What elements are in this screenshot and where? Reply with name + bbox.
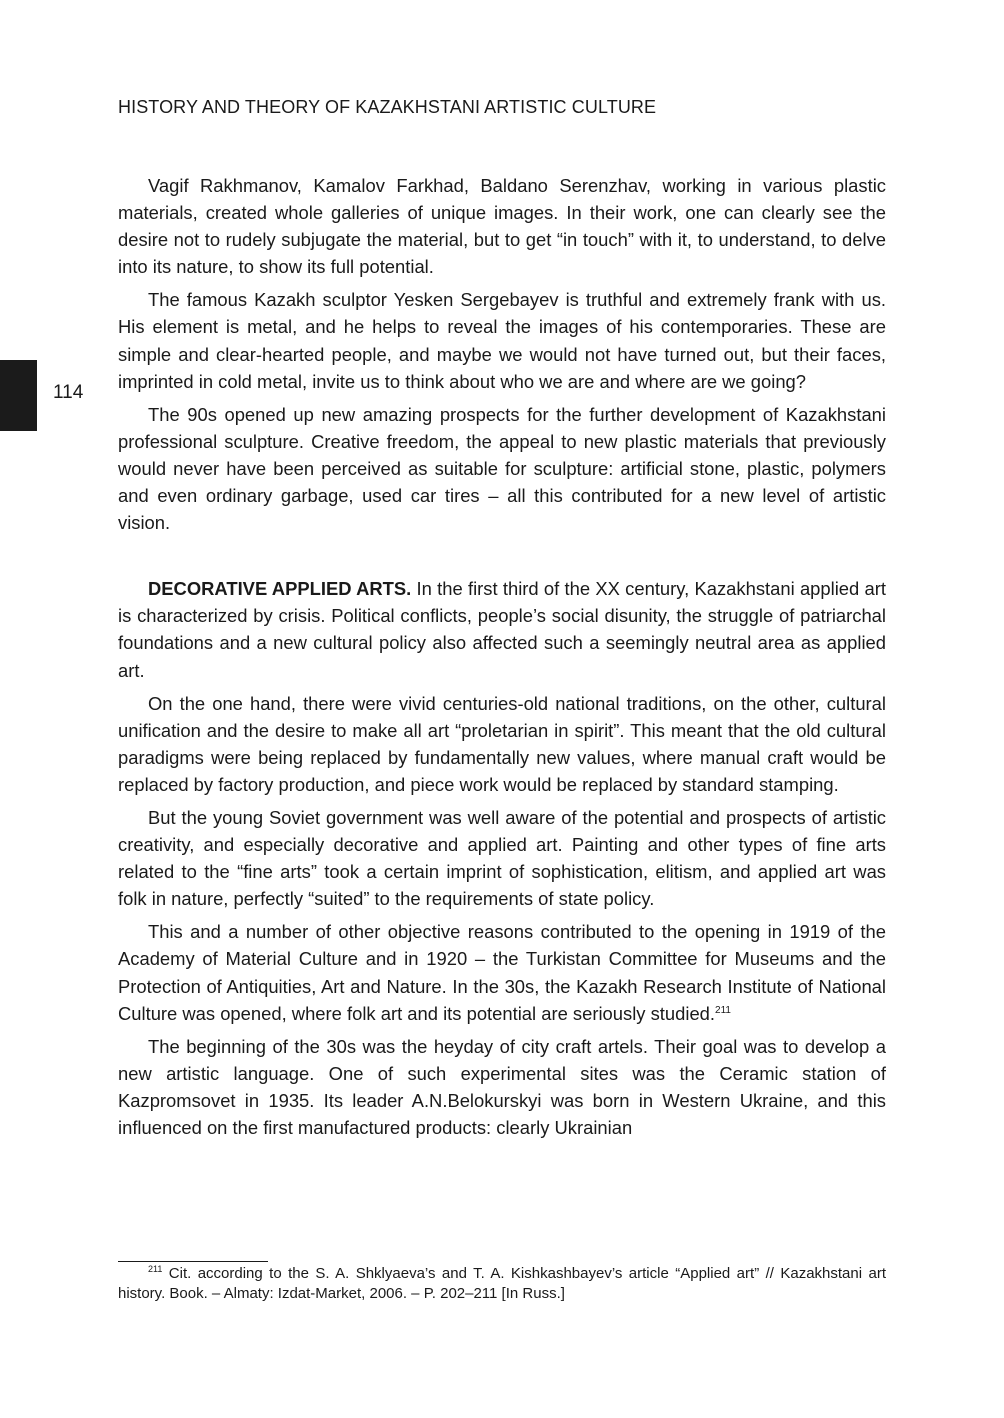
footnote-reference[interactable]: 211 <box>715 1004 731 1016</box>
paragraph: The famous Kazakh sculptor Yesken Sergebayev is truthful and extremely frank with us. His element is metal, and he helps to reveal the images of his contemporaries. These are simple and clear-hearted people, and maybe we would not have turned out, but their faces, imprinted in cold metal, invite us to think about who we are and where are we going? <box>118 289 886 392</box>
paragraph: The beginning of the 30s was the heyday of city craft artels. Their goal was to develop a new artistic language. One of such experimental sites was the Ceramic station of Kazpromsovet in 1935. Its leader A.N.Belokurskyi was born in Western Ukraine, and this influenced on the first manufactured products: clearly Ukrainian <box>118 1035 886 1138</box>
section-first-paragraph-text: In the first third of the XX century, Kazakhstani applied art is characterized by crisis. Political conflicts, people’s social disunity, the struggle of patriarchal foundations and a new cultural policy also affected such a seemingly neutral area as applied art. <box>118 578 886 681</box>
paragraph: The 90s opened up new amazing prospects for the further development of Kazakhstani professional sculpture. Creative freedom, the appeal to new plastic materials that previously would never have been perceived as suitable for sculpture: artificial stone, plastic, polymers and even ordinary garbage, used car tires – all this contributed for a new level of artistic vision. <box>118 403 886 534</box>
paragraph: Vagif Rakhmanov, Kamalov Farkhad, Baldano Serenzhav, working in various plastic materials, created whole galleries of unique images. In their work, one can clearly see the desire not to rudely subjugate the material, but to get “in touch” with it, to understand, to delve into its nature, to show its full potential. <box>118 175 886 278</box>
running-header: HISTORY AND THEORY OF KAZAKHSTANI ARTISTIC CULTURE <box>118 97 657 117</box>
page-number: 114 <box>53 382 84 403</box>
page-edge-tab <box>0 360 37 431</box>
section-first-paragraph <box>118 575 886 683</box>
paragraph-with-footnote <box>118 918 886 1026</box>
footnote-separator <box>118 1261 268 1262</box>
footnote <box>118 1264 886 1304</box>
paragraph-text: This and a number of other objective reasons contributed to the opening in 1919 of the Academy of Material Culture and in 1920 – the Turkistan Committee for Museums and the Protection of Antiquities, Art and Nature. In the 30s, the Kazakh Research Institute of National Culture was opened, where folk art and its potential are seriously studied. <box>118 921 886 1024</box>
footnote-number: 211 <box>148 1264 163 1274</box>
body-text <box>118 172 886 1147</box>
section-heading: DECORATIVE APPLIED ARTS. <box>148 578 412 600</box>
footnote-text: Cit. according to the S. A. Shklyaeva’s and T. A. Kishkashbayev’s article “Applied art” // Kazakhstani art history. Book. – Almaty: Izdat-Market, 2006. – P. 202–211 [In Russ.] <box>118 1265 886 1302</box>
paragraph: But the young Soviet government was well aware of the potential and prospects of artistic creativity, and especially decorative and applied art. Painting and other types of fine arts related to the “fine arts” took a certain imprint of sophistication, elitism, and applied art was folk in nature, perfectly “suited” to the requirements of state policy. <box>118 806 886 910</box>
paragraph: On the one hand, there were vivid centuries-old national traditions, on the other, cultural unification and the desire to make all art “proletarian in spirit”. This meant that the old cultural paradigms were being replaced by fundamentally new values, where manual craft would be replaced by factory production, and piece work would be replaced by standard stamping. <box>118 692 886 795</box>
